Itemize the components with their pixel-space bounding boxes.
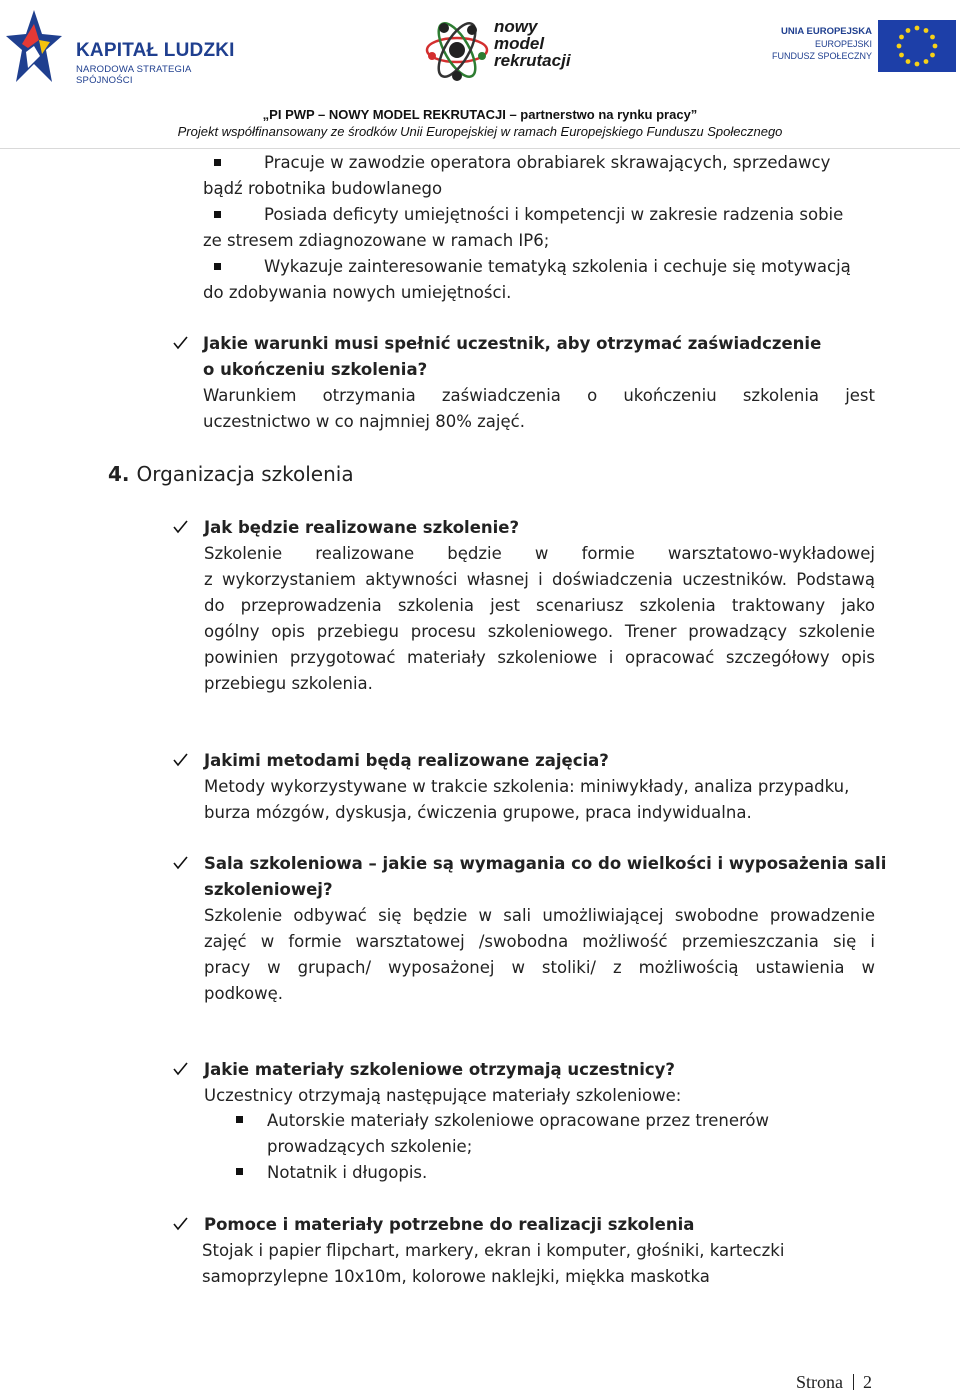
answer-certificate-cont: uczestnictwo w co najmniej 80% zajęć. xyxy=(203,412,525,431)
kapital-ludzki-subtitle: NARODOWA STRATEGIA SPÓJNOŚCI xyxy=(76,64,191,86)
eu-logo xyxy=(766,20,956,76)
question-materials: Jakie materiały szkoleniowe otrzymają uczestnicy? xyxy=(204,1060,675,1079)
logo-line-rekrutacji: rekrutacji xyxy=(494,51,571,70)
question-aids: Pomoce i materiały potrzebne do realizacji szkolenia xyxy=(204,1215,695,1234)
answer-certificate: Warunkiem otrzymania zaświadczenia o ukończeniu szkolenia jest xyxy=(203,386,875,405)
kapital-ludzki-title: KAPITAŁ LUDZKI xyxy=(76,40,235,61)
answer-line: burza mózgów, dyskusja, ćwiczenia grupowe, praca indywidualna. xyxy=(204,803,752,822)
nowy-model-rekrutacji-text xyxy=(494,18,571,69)
eu-line-fund: FUNDUSZ SPOŁECZNY xyxy=(771,51,872,61)
checkmark-icon xyxy=(172,855,188,871)
answer-line: powinien przygotować materiały szkoleniowe i opracować szczegółowy opis xyxy=(204,648,875,667)
checkmark-icon xyxy=(172,519,188,535)
bullet-text-continuation: do zdobywania nowych umiejętności. xyxy=(203,283,512,302)
answer-line: zajęć w formie warsztatowej /swobodna możliwość przemieszczania się i xyxy=(204,932,875,951)
answer-line: Szkolenie realizowane będzie w formie warsztatowo-wykładowej xyxy=(204,544,875,563)
question-room-cont: szkoleniowej? xyxy=(204,880,333,899)
eu-line-union: UNIA EUROPEJSKA xyxy=(781,26,872,37)
answer-line: Szkolenie odbywać się będzie w sali umożliwiającej swobodne prowadzenie xyxy=(204,906,875,925)
bullet-text: Pracuje w zawodzie operatora obrabiarek skrawających, sprzedawcy xyxy=(264,153,831,172)
bullet-text: Notatnik i długopis. xyxy=(267,1163,428,1182)
bullet-text-continuation: ze stresem zdiagnozowane w ramach IP6; xyxy=(203,231,550,250)
question-certificate-cont: o ukończeniu szkolenia? xyxy=(203,360,428,379)
question-methods: Jakimi metodami będą realizowane zajęcia? xyxy=(204,751,609,770)
header-divider xyxy=(0,148,960,149)
eu-line-european: EUROPEJSKI xyxy=(814,39,872,49)
square-bullet-icon xyxy=(214,263,221,270)
square-bullet-icon xyxy=(214,211,221,218)
bullet-text-continuation: prowadzących szkolenie; xyxy=(267,1137,473,1156)
bullet-text-continuation: bądź robotnika budowlanego xyxy=(203,179,443,198)
kapital-ludzki-star-icon xyxy=(6,8,62,84)
question-room: Sala szkoleniowa – jakie są wymagania co do wielkości i wyposażenia sali xyxy=(204,854,887,873)
kapital-ludzki-logo xyxy=(6,8,246,88)
answer-line: pracy w grupach/ wyposażonej w stoliki/ z możliwością ustawienia w xyxy=(204,958,875,977)
answer-line: podkowę. xyxy=(204,984,283,1003)
project-subtitle: Projekt współfinansowany ze środków Unii Europejskiej w ramach Europejskiego Funduszu Społecznego xyxy=(177,124,783,139)
bullet-text: Posiada deficyty umiejętności i kompetencji w zakresie radzenia sobie xyxy=(264,205,844,224)
checkmark-icon xyxy=(172,1216,188,1232)
checkmark-icon xyxy=(172,1061,188,1077)
square-bullet-icon xyxy=(236,1168,243,1175)
bullet-text: Autorskie materiały szkoleniowe opracowane przez trenerów xyxy=(267,1111,770,1130)
project-title: „PI PWP – NOWY MODEL REKRUTACJI – partnerstwo na rynku pracy” xyxy=(262,107,698,122)
answer-intro: Uczestnicy otrzymają następujące materiały szkoleniowe: xyxy=(204,1086,682,1105)
question-form: Jak będzie realizowane szkolenie? xyxy=(204,518,520,537)
checkmark-icon xyxy=(172,335,188,351)
logo-line-nowy: nowy xyxy=(494,17,538,36)
logo-line-model: model xyxy=(494,34,545,53)
nowy-model-rekrutacji-logo xyxy=(420,12,590,88)
answer-line: przebiegu szkolenia. xyxy=(204,674,373,693)
answer-line: z wykorzystaniem aktywności własnej i doświadczenia uczestników. Podstawą xyxy=(204,570,875,589)
bullet-text: Wykazuje zainteresowanie tematyką szkolenia i cechuje się motywacją xyxy=(264,257,851,276)
square-bullet-icon xyxy=(236,1116,243,1123)
eu-logo-text xyxy=(766,26,872,62)
atom-people-icon xyxy=(424,16,490,84)
answer-line: do przeprowadzenia szkolenia jest scenariusz szkolenia traktowany jako xyxy=(204,596,875,615)
eu-flag-icon xyxy=(878,20,956,72)
page-separator xyxy=(853,1374,854,1390)
section-heading xyxy=(108,462,354,486)
answer-line: Stojak i papier flipchart, markery, ekran i komputer, głośniki, karteczki xyxy=(202,1241,785,1260)
section-title: Organizacja szkolenia xyxy=(136,462,354,486)
page-number xyxy=(796,1372,872,1393)
section-number: 4. xyxy=(108,462,130,486)
page-number-value: 2 xyxy=(863,1372,872,1392)
square-bullet-icon xyxy=(214,159,221,166)
checkmark-icon xyxy=(172,752,188,768)
answer-line: ogólny opis przebiegu procesu szkoleniowego. Trener prowadzący szkolenie xyxy=(204,622,875,641)
question-certificate: Jakie warunki musi spełnić uczestnik, aby otrzymać zaświadczenie xyxy=(203,334,822,353)
page-label: Strona xyxy=(796,1372,843,1392)
answer-line: samoprzylepne 10x10m, kolorowe naklejki, miękka maskotka xyxy=(202,1267,710,1286)
answer-line: Metody wykorzystywane w trakcie szkolenia: miniwykłady, analiza przypadku, xyxy=(204,777,850,796)
